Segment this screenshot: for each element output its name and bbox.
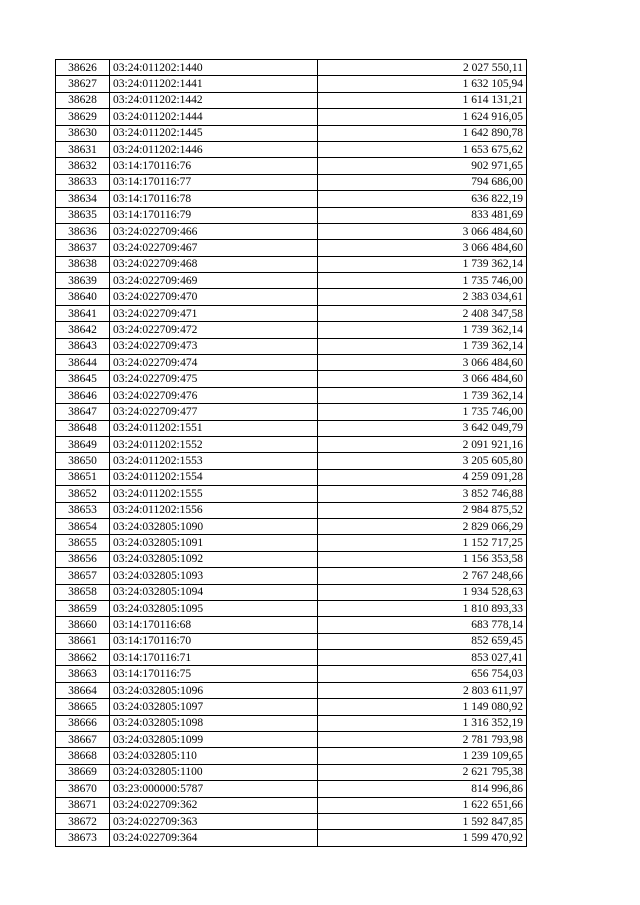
cadastral-value-cell: 1 810 893,33: [318, 600, 527, 616]
row-number-cell: 38666: [56, 715, 110, 731]
cadastral-value-cell: 833 481,69: [318, 207, 527, 223]
cadastral-value-cell: 636 822,19: [318, 191, 527, 207]
table-row: [56, 781, 527, 797]
cadastral-number-cell: 03:24:032805:1093: [110, 568, 318, 584]
cadastral-value-cell: 3 066 484,60: [318, 240, 527, 256]
cadastral-value-cell: 1 735 746,00: [318, 273, 527, 289]
cadastral-number-cell: 03:24:011202:1446: [110, 141, 318, 157]
row-number-cell: 38651: [56, 469, 110, 485]
cadastral-value-cell: 2 829 066,29: [318, 518, 527, 534]
cadastral-number-cell: 03:24:011202:1555: [110, 486, 318, 502]
cadastral-number-cell: 03:24:011202:1442: [110, 92, 318, 108]
cadastral-value-cell: 1 316 352,19: [318, 715, 527, 731]
table-row: [56, 371, 527, 387]
cadastral-number-cell: 03:24:022709:467: [110, 240, 318, 256]
row-number-cell: 38667: [56, 732, 110, 748]
cadastral-number-cell: 03:24:011202:1441: [110, 76, 318, 92]
cadastral-number-cell: 03:24:032805:110: [110, 748, 318, 764]
cadastral-value-cell: 3 066 484,60: [318, 223, 527, 239]
row-number-cell: 38663: [56, 666, 110, 682]
table-row: [56, 76, 527, 92]
table-row: [56, 92, 527, 108]
cadastral-value-cell: 2 027 550,11: [318, 60, 527, 76]
table-row: [56, 699, 527, 715]
row-number-cell: 38646: [56, 387, 110, 403]
cadastral-number-cell: 03:24:022709:363: [110, 813, 318, 829]
cadastral-number-cell: 03:14:170116:76: [110, 158, 318, 174]
table-row: [56, 551, 527, 567]
cadastral-number-cell: 03:14:170116:71: [110, 650, 318, 666]
row-number-cell: 38658: [56, 584, 110, 600]
row-number-cell: 38630: [56, 125, 110, 141]
cadastral-number-cell: 03:24:022709:477: [110, 404, 318, 420]
table-row: [56, 650, 527, 666]
cadastral-value-cell: 3 642 049,79: [318, 420, 527, 436]
row-number-cell: 38656: [56, 551, 110, 567]
table-row: [56, 830, 527, 846]
row-number-cell: 38643: [56, 338, 110, 354]
table-row: [56, 600, 527, 616]
row-number-cell: 38669: [56, 764, 110, 780]
table-row: [56, 502, 527, 518]
cadastral-number-cell: 03:24:011202:1444: [110, 109, 318, 125]
cadastral-value-cell: 3 066 484,60: [318, 371, 527, 387]
row-number-cell: 38670: [56, 781, 110, 797]
row-number-cell: 38631: [56, 141, 110, 157]
cadastral-value-cell: 2 408 347,58: [318, 305, 527, 321]
cadastral-value-cell: 1 632 105,94: [318, 76, 527, 92]
table-row: [56, 125, 527, 141]
cadastral-number-cell: 03:24:011202:1554: [110, 469, 318, 485]
row-number-cell: 38640: [56, 289, 110, 305]
cadastral-number-cell: 03:24:032805:1090: [110, 518, 318, 534]
cadastral-value-cell: 852 659,45: [318, 633, 527, 649]
cadastral-value-cell: 1 622 651,66: [318, 797, 527, 813]
row-number-cell: 38638: [56, 256, 110, 272]
row-number-cell: 38634: [56, 191, 110, 207]
cadastral-value-cell: 814 996,86: [318, 781, 527, 797]
cadastral-number-cell: 03:24:032805:1094: [110, 584, 318, 600]
cadastral-value-cell: 902 971,65: [318, 158, 527, 174]
cadastral-value-cell: 1 642 890,78: [318, 125, 527, 141]
cadastral-number-cell: 03:24:022709:468: [110, 256, 318, 272]
cadastral-number-cell: 03:24:032805:1092: [110, 551, 318, 567]
cadastral-value-cell: 4 259 091,28: [318, 469, 527, 485]
cadastral-value-cell: 656 754,03: [318, 666, 527, 682]
row-number-cell: 38641: [56, 305, 110, 321]
row-number-cell: 38626: [56, 60, 110, 76]
table-row: [56, 109, 527, 125]
cadastral-number-cell: 03:14:170116:78: [110, 191, 318, 207]
cadastral-number-cell: 03:23:000000:5787: [110, 781, 318, 797]
cadastral-value-cell: 1 599 470,92: [318, 830, 527, 846]
cadastral-value-cell: 2 091 921,16: [318, 436, 527, 452]
cadastral-value-cell: 2 781 793,98: [318, 732, 527, 748]
cadastral-number-cell: 03:14:170116:68: [110, 617, 318, 633]
table-row: [56, 584, 527, 600]
cadastral-value-cell: 1 739 362,14: [318, 338, 527, 354]
cadastral-value-cell: 853 027,41: [318, 650, 527, 666]
table-row: [56, 174, 527, 190]
row-number-cell: 38645: [56, 371, 110, 387]
cadastral-number-cell: 03:24:022709:476: [110, 387, 318, 403]
row-number-cell: 38647: [56, 404, 110, 420]
table-row: [56, 732, 527, 748]
row-number-cell: 38642: [56, 322, 110, 338]
cadastral-number-cell: 03:24:022709:475: [110, 371, 318, 387]
cadastral-value-cell: 2 383 034,61: [318, 289, 527, 305]
cadastral-number-cell: 03:24:011202:1445: [110, 125, 318, 141]
cadastral-value-cell: 2 621 795,38: [318, 764, 527, 780]
row-number-cell: 38632: [56, 158, 110, 174]
cadastral-value-cell: 2 984 875,52: [318, 502, 527, 518]
cadastral-number-cell: 03:24:011202:1553: [110, 453, 318, 469]
row-number-cell: 38654: [56, 518, 110, 534]
cadastral-number-cell: 03:24:022709:473: [110, 338, 318, 354]
row-number-cell: 38636: [56, 223, 110, 239]
table-row: [56, 436, 527, 452]
cadastral-value-cell: 1 739 362,14: [318, 387, 527, 403]
cadastral-number-cell: 03:14:170116:75: [110, 666, 318, 682]
table-row: [56, 289, 527, 305]
table-row: [56, 305, 527, 321]
cadastral-number-cell: 03:14:170116:70: [110, 633, 318, 649]
cadastral-number-cell: 03:24:032805:1097: [110, 699, 318, 715]
row-number-cell: 38627: [56, 76, 110, 92]
cadastral-number-cell: 03:24:032805:1096: [110, 682, 318, 698]
cadastral-value-cell: 794 686,00: [318, 174, 527, 190]
table-row: [56, 60, 527, 76]
table-row: [56, 666, 527, 682]
table-row: [56, 404, 527, 420]
cadastral-value-cell: 1 149 080,92: [318, 699, 527, 715]
cadastral-value-cell: 1 152 717,25: [318, 535, 527, 551]
row-number-cell: 38648: [56, 420, 110, 436]
cadastral-number-cell: 03:24:032805:1099: [110, 732, 318, 748]
cadastral-value-cell: 3 066 484,60: [318, 355, 527, 371]
table-row: [56, 764, 527, 780]
table-row: [56, 387, 527, 403]
cadastral-number-cell: 03:24:032805:1100: [110, 764, 318, 780]
table-row: [56, 715, 527, 731]
row-number-cell: 38650: [56, 453, 110, 469]
table-row: [56, 207, 527, 223]
table-row: [56, 748, 527, 764]
cadastral-value-cell: 1 614 131,21: [318, 92, 527, 108]
cadastral-value-cell: 1 735 746,00: [318, 404, 527, 420]
table-row: [56, 486, 527, 502]
row-number-cell: 38639: [56, 273, 110, 289]
table-row: [56, 535, 527, 551]
cadastral-value-table: [55, 59, 527, 847]
cadastral-number-cell: 03:14:170116:79: [110, 207, 318, 223]
cadastral-number-cell: 03:24:032805:1095: [110, 600, 318, 616]
table-row: [56, 813, 527, 829]
cadastral-number-cell: 03:24:022709:469: [110, 273, 318, 289]
table-row: [56, 338, 527, 354]
cadastral-number-cell: 03:24:022709:471: [110, 305, 318, 321]
table-body: [56, 60, 527, 847]
table-row: [56, 141, 527, 157]
cadastral-number-cell: 03:14:170116:77: [110, 174, 318, 190]
table-row: [56, 223, 527, 239]
cadastral-value-cell: 1 592 847,85: [318, 813, 527, 829]
row-number-cell: 38652: [56, 486, 110, 502]
table-row: [56, 256, 527, 272]
table-row: [56, 568, 527, 584]
cadastral-number-cell: 03:24:022709:466: [110, 223, 318, 239]
table-row: [56, 158, 527, 174]
row-number-cell: 38633: [56, 174, 110, 190]
row-number-cell: 38672: [56, 813, 110, 829]
row-number-cell: 38653: [56, 502, 110, 518]
cadastral-number-cell: 03:24:022709:470: [110, 289, 318, 305]
row-number-cell: 38637: [56, 240, 110, 256]
table-row: [56, 453, 527, 469]
table-row: [56, 617, 527, 633]
row-number-cell: 38668: [56, 748, 110, 764]
cadastral-number-cell: 03:24:011202:1556: [110, 502, 318, 518]
row-number-cell: 38660: [56, 617, 110, 633]
cadastral-number-cell: 03:24:032805:1091: [110, 535, 318, 551]
table-row: [56, 633, 527, 649]
row-number-cell: 38628: [56, 92, 110, 108]
cadastral-number-cell: 03:24:022709:364: [110, 830, 318, 846]
cadastral-number-cell: 03:24:032805:1098: [110, 715, 318, 731]
row-number-cell: 38664: [56, 682, 110, 698]
row-number-cell: 38662: [56, 650, 110, 666]
cadastral-number-cell: 03:24:022709:362: [110, 797, 318, 813]
cadastral-value-cell: 1 739 362,14: [318, 322, 527, 338]
row-number-cell: 38671: [56, 797, 110, 813]
row-number-cell: 38659: [56, 600, 110, 616]
cadastral-value-cell: 1 934 528,63: [318, 584, 527, 600]
row-number-cell: 38673: [56, 830, 110, 846]
cadastral-number-cell: 03:24:011202:1551: [110, 420, 318, 436]
cadastral-value-cell: 1 624 916,05: [318, 109, 527, 125]
row-number-cell: 38655: [56, 535, 110, 551]
cadastral-value-cell: 683 778,14: [318, 617, 527, 633]
table-row: [56, 518, 527, 534]
cadastral-value-cell: 2 767 248,66: [318, 568, 527, 584]
cadastral-number-cell: 03:24:022709:474: [110, 355, 318, 371]
cadastral-value-cell: 3 205 605,80: [318, 453, 527, 469]
table-row: [56, 191, 527, 207]
cadastral-number-cell: 03:24:011202:1552: [110, 436, 318, 452]
table-row: [56, 469, 527, 485]
cadastral-value-cell: 3 852 746,88: [318, 486, 527, 502]
cadastral-value-cell: 1 739 362,14: [318, 256, 527, 272]
cadastral-value-cell: 1 653 675,62: [318, 141, 527, 157]
table-row: [56, 240, 527, 256]
table-row: [56, 682, 527, 698]
row-number-cell: 38635: [56, 207, 110, 223]
table-row: [56, 322, 527, 338]
cadastral-value-cell: 2 803 611,97: [318, 682, 527, 698]
cadastral-value-cell: 1 156 353,58: [318, 551, 527, 567]
row-number-cell: 38644: [56, 355, 110, 371]
row-number-cell: 38629: [56, 109, 110, 125]
cadastral-number-cell: 03:24:011202:1440: [110, 60, 318, 76]
cadastral-value-cell: 1 239 109,65: [318, 748, 527, 764]
row-number-cell: 38665: [56, 699, 110, 715]
cadastral-number-cell: 03:24:022709:472: [110, 322, 318, 338]
table-row: [56, 797, 527, 813]
table-row: [56, 420, 527, 436]
row-number-cell: 38649: [56, 436, 110, 452]
table-row: [56, 273, 527, 289]
row-number-cell: 38657: [56, 568, 110, 584]
table-row: [56, 355, 527, 371]
row-number-cell: 38661: [56, 633, 110, 649]
